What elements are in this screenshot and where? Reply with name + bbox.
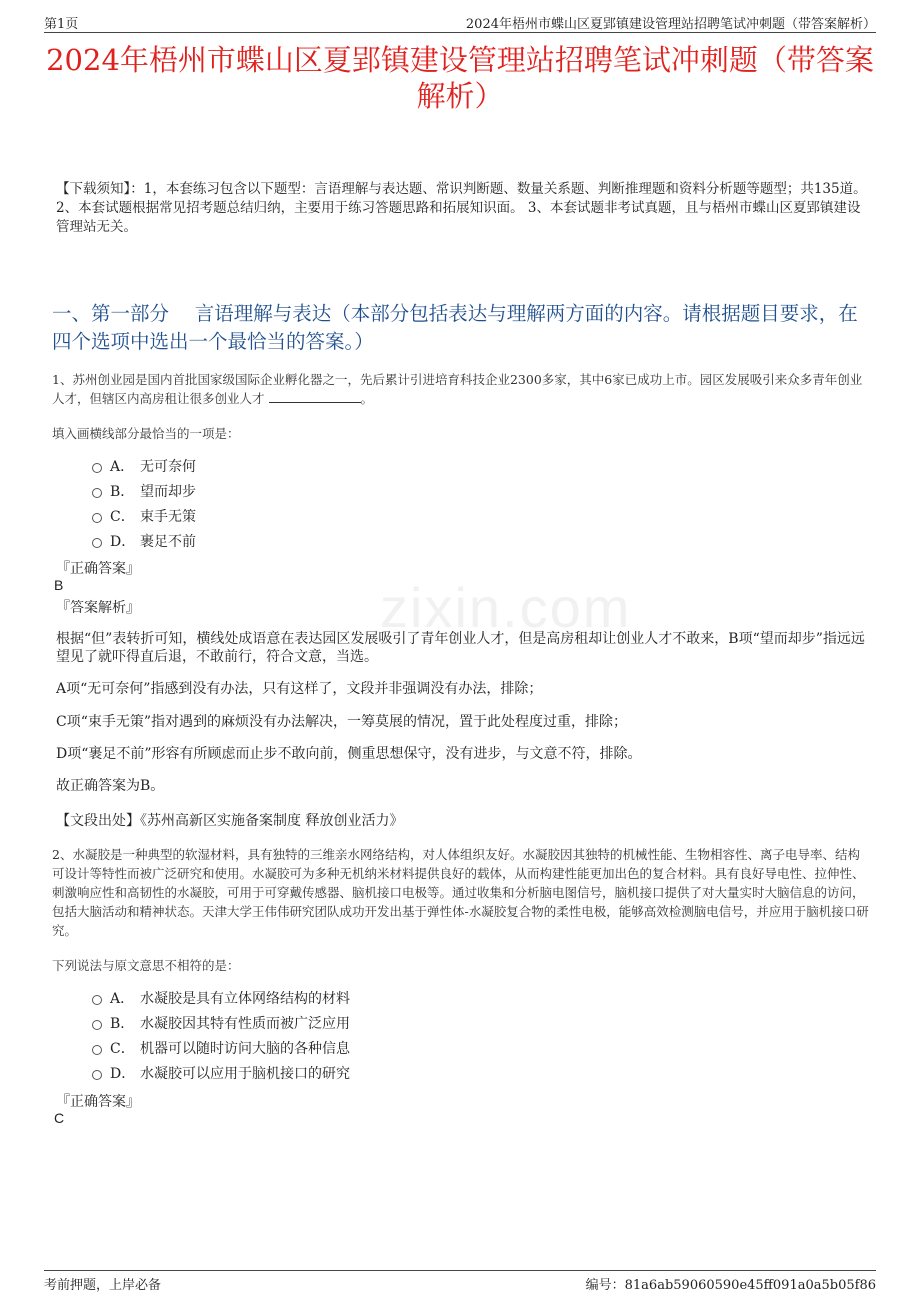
document-title: 2024年梧州市蝶山区夏郢镇建设管理站招聘笔试冲刺题（带答案解析） xyxy=(46,43,874,113)
radio-icon[interactable] xyxy=(92,995,102,1005)
answer-value: B xyxy=(54,577,64,593)
question-2-text: 2、水凝胶是一种典型的软湿材料，具有独特的三维亲水网络结构，对人体组织友好。水凝胶因其独特的机械性能、生物相容性、离子电导率、结构可设计等特性而被广泛研究和使用。水凝胶可为多种无机纳米材料提供良好的载体，从而构建性能更加出色的复合材料。具有良好导电性、拉伸性、刺激响应性和高韧性的水凝胶，可用于可穿戴传感器、脑机接口电极等。通过收集和分析脑电图信号，脑机接口提供了对大量实时大脑信息的访问，包括大脑活动和精神状态。天津大学王伟伟研究团队成功开发出基于弹性体-水凝胶复合物的柔性电极，能够高效检测脑电信号，并应用于脑机接口研究。 xyxy=(52,847,869,938)
question-2-options xyxy=(92,985,350,1085)
option-b[interactable]: B． 水凝胶因其特有性质而被广泛应用 xyxy=(92,1010,350,1035)
footer-slogan: 考前押题，上岸必备 xyxy=(44,1278,162,1293)
answer-label: 『正确答案』 xyxy=(56,1094,140,1110)
radio-icon[interactable] xyxy=(92,1020,102,1030)
page-header xyxy=(44,12,876,33)
question-1-text: 1、苏州创业园是国内首批国家级国际企业孵化器之一，先后累计引进培育科技企业2300多家，其中6家已成功上市。园区发展吸引来众多青年创业人才，但辖区内高房租让很多创业人才 。 xyxy=(52,372,863,406)
analysis-label: 『答案解析』 xyxy=(56,600,140,616)
section-heading: 一、第一部分 言语理解与表达（本部分包括表达与理解两方面的内容。请根据题目要求，在四个选项中选出一个最恰当的答案。） xyxy=(52,302,858,353)
radio-icon[interactable] xyxy=(92,1070,102,1080)
question-2-prompt: 下列说法与原文意思不相符的是： xyxy=(52,958,240,973)
radio-icon[interactable] xyxy=(92,488,102,498)
option-d[interactable]: D． 裹足不前 xyxy=(92,528,196,553)
analysis-paragraph: D项“裹足不前”形容有所顾虑而止步不敢向前，侧重思想保守，没有进步，与文意不符，排除。 xyxy=(56,746,642,762)
analysis-paragraph: C项“束手无策”指对遇到的麻烦没有办法解决，一筹莫展的情况，置于此处程度过重，排除； xyxy=(56,714,628,730)
radio-icon[interactable] xyxy=(92,463,102,473)
radio-icon[interactable] xyxy=(92,1045,102,1055)
analysis-paragraph: A项“无可奈何”指感到没有办法，只有这样了，文段并非强调没有办法，排除； xyxy=(56,681,543,697)
question-1-options xyxy=(92,453,196,553)
question-1-prompt: 填入画横线部分最恰当的一项是： xyxy=(52,426,240,441)
watermark: zixin.com xyxy=(380,576,632,639)
option-d[interactable]: D． 水凝胶可以应用于脑机接口的研究 xyxy=(92,1060,350,1085)
answer-label: 『正确答案』 xyxy=(56,561,140,577)
analysis-paragraph: 根据“但”表转折可知，横线处成语意在表达园区发展吸引了青年创业人才，但是高房租却让创业人才不敢来，B项“望而却步”指远远望见了就吓得直后退，不敢前行，符合文意，当选。 xyxy=(56,631,865,665)
option-c[interactable]: C． 束手无策 xyxy=(92,503,196,528)
radio-icon[interactable] xyxy=(92,513,102,523)
footer-serial: 编号：81a6ab59060590e45ff091a0a5b05f86 xyxy=(585,1278,876,1293)
header-doc-title: 2024年梧州市蝶山区夏郢镇建设管理站招聘笔试冲刺题（带答案解析） xyxy=(465,17,876,32)
option-b[interactable]: B． 望而却步 xyxy=(92,478,196,503)
text-source: 【文段出处】《苏州高新区实施备案制度 释放创业活力》 xyxy=(56,813,404,829)
download-notice: 【下载须知】：1，本套练习包含以下题型：言语理解与表达题、常识判断题、数量关系题、判断推理题和资料分析题等题型；共135道。 2、本套试题根据常见招考题总结归纳，主要用于练习答题思路和拓展知识面。 3、本套试题非考试真题，且与梧州市蝶山区夏郢镇建设管理站无关。 xyxy=(56,181,867,235)
option-a[interactable]: A． 无可奈何 xyxy=(92,453,196,478)
fill-blank xyxy=(269,390,361,403)
page-number: 第1页 xyxy=(44,17,79,32)
option-a[interactable]: A． 水凝胶是具有立体网络结构的材料 xyxy=(92,985,350,1010)
radio-icon[interactable] xyxy=(92,538,102,548)
option-c[interactable]: C． 机器可以随时访问大脑的各种信息 xyxy=(92,1035,350,1060)
analysis-paragraph: 故正确答案为B。 xyxy=(56,778,165,794)
footer-divider xyxy=(44,1270,876,1271)
answer-value: C xyxy=(54,1110,65,1126)
